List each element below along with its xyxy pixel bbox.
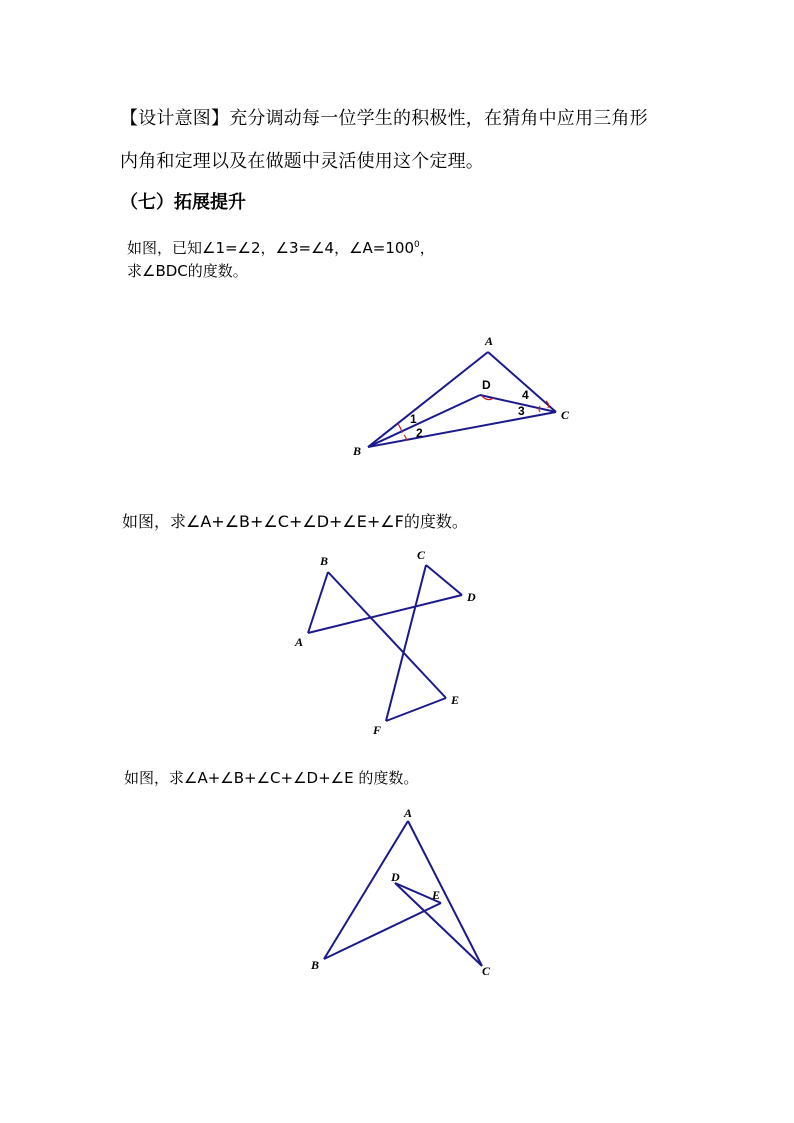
- label-a: A: [404, 806, 413, 820]
- label-e: E: [432, 888, 441, 902]
- label-2: 2: [416, 426, 423, 440]
- label-c: C: [561, 408, 570, 422]
- label-b: B: [320, 554, 329, 568]
- segment-fc: [386, 565, 426, 721]
- design-intent-line-1: 【设计意图】充分调动每一位学生的积极性，在猜角中应用三角形: [120, 108, 648, 129]
- problem2-text: 如图，求∠A+∠B+∠C+∠D+∠E+∠F的度数。: [122, 512, 468, 531]
- label-e: E: [451, 693, 460, 707]
- label-3: 3: [518, 404, 525, 418]
- label-b: B: [353, 444, 362, 458]
- problem1-line-2: 求∠BDC的度数。: [127, 262, 248, 280]
- problem3-text: 如图，求∠A+∠B+∠C+∠D+∠E 的度数。: [124, 769, 419, 787]
- label-f: F: [373, 723, 382, 737]
- segment-cd: [426, 565, 462, 595]
- label-a: A: [295, 635, 304, 649]
- label-a: A: [485, 334, 494, 348]
- design-intent-line-2: 内角和定理以及在做题中灵活使用这个定理。: [120, 151, 484, 172]
- label-d: D: [467, 590, 476, 604]
- segment-da: [308, 595, 462, 633]
- section-heading: （七）拓展提升: [120, 192, 246, 213]
- segment-bc: [368, 412, 556, 447]
- segment-ab: [308, 572, 328, 633]
- label-4: 4: [522, 388, 529, 402]
- segment-be: [328, 572, 446, 698]
- triangle-abc-figure: [340, 330, 590, 465]
- label-d: D: [391, 870, 400, 884]
- label-b: B: [311, 958, 320, 972]
- label-c: C: [482, 964, 491, 978]
- label-c: C: [417, 548, 426, 562]
- star-figure: [300, 805, 500, 985]
- segment-ef: [386, 698, 446, 721]
- segment-ac: [488, 352, 556, 412]
- problem1-line-1: 如图，已知∠1=∠2，∠3=∠4，$\angle A=100^0$，: [127, 239, 435, 257]
- label-d: D: [482, 378, 491, 392]
- label-1: 1: [410, 412, 417, 426]
- bowtie-figure: [290, 545, 490, 740]
